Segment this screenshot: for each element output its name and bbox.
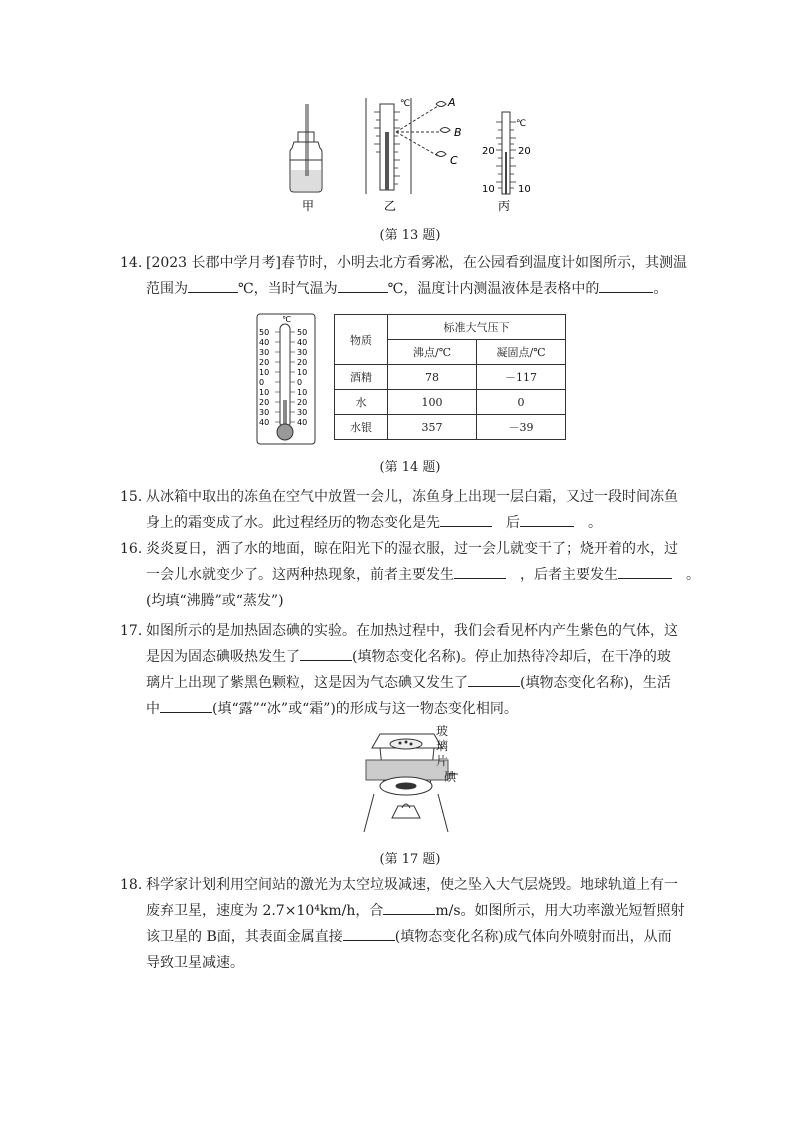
question-17: 17. 如图所示的是加热固态碘的实验。在加热过程中，我们会看见杯内产生紫色的气体，这 是因为固态碘吸热发生了 (填物态变化名称)。停止加热待冷却后，在干净的玻 璃片上出现了紫黑色颗粒，这是因为气态碘又发生了 (填物态变化名称)，生活 中 (填“露”“冰”或“霜”)的形成与这一物态变化相同。 — [120, 623, 678, 717]
thermo-tick-label: 50 — [259, 328, 270, 337]
answer-blank[interactable] — [468, 672, 520, 687]
svg-text:10: 10 — [518, 184, 531, 195]
thermo-tick-label: 40 — [259, 338, 270, 347]
svg-text:℃: ℃ — [400, 99, 411, 109]
thermo-tick-label: 10 — [259, 388, 270, 397]
thermometer-small-figure — [496, 112, 516, 194]
svg-text:20: 20 — [482, 146, 495, 157]
label-a: A — [448, 96, 456, 109]
thermo-tick-label: 50 — [297, 328, 308, 337]
thermo-tick-label: 30 — [297, 348, 308, 357]
answer-blank[interactable] — [454, 564, 506, 579]
thermo-tick-label: 0 — [297, 378, 303, 387]
label-bing: 丙 — [498, 199, 511, 213]
label-b: B — [454, 126, 462, 139]
thermo-tick-label: 10 — [297, 368, 308, 377]
label-yi: 乙 — [384, 199, 397, 213]
answer-blank[interactable] — [383, 900, 435, 915]
thermo-tick-label: 40 — [297, 338, 308, 347]
thermometer-reading-figure — [366, 98, 450, 194]
svg-text:10: 10 — [482, 184, 495, 195]
answer-blank[interactable] — [338, 278, 388, 293]
label-jia: 甲 — [302, 199, 315, 213]
answer-blank[interactable] — [343, 926, 395, 941]
figure-13-caption: (第 13 题) — [379, 228, 441, 243]
thermo-tick-label: 30 — [297, 408, 308, 417]
answer-blank[interactable] — [188, 278, 238, 293]
thermometer-figure — [256, 308, 318, 448]
question-16: 16. 炎炎夏日，洒了水的地面，晾在阳光下的湿衣服，过一会儿就变干了；烧开着的水，过 一会儿水就变少了。这两种热现象，前者主要发生 ，后者主要发生 。 (均填“沸腾”或“蒸发”) — [120, 541, 700, 609]
thermo-tick-label: 20 — [259, 358, 270, 367]
answer-blank[interactable] — [160, 698, 212, 713]
thermo-unit: ℃ — [282, 315, 291, 324]
thermo-tick-label: 40 — [297, 418, 308, 427]
thermo-tick-label: 20 — [297, 398, 308, 407]
answer-blank[interactable] — [520, 512, 574, 527]
answer-blank[interactable] — [300, 646, 352, 661]
answer-blank[interactable] — [440, 512, 492, 527]
thermo-tick-label: 20 — [297, 358, 308, 367]
thermo-tick-label: 30 — [259, 348, 270, 357]
figure-13 — [280, 92, 540, 216]
properties-table: 物质 标准大气压下 沸点/℃ 凝固点/℃ 酒精 78 －117 水 100 0 水银 357 －39 — [334, 314, 566, 440]
table-row: 水 100 0 — [335, 390, 566, 415]
figure-14-caption: (第 14 题) — [379, 460, 441, 475]
thermo-tick-label: 20 — [259, 398, 270, 407]
thermo-tick-label: 0 — [259, 378, 265, 387]
table-row: 水银 357 －39 — [335, 415, 566, 440]
thermo-tick-label: 10 — [297, 388, 308, 397]
thermo-tick-label: 30 — [259, 408, 270, 417]
bottle-figure — [290, 104, 322, 192]
thermo-tick-label: 40 — [259, 418, 270, 427]
svg-text:℃: ℃ — [516, 119, 527, 129]
svg-text:20: 20 — [518, 146, 531, 157]
label-glass: 玻 — [436, 724, 449, 738]
question-18: 18. 科学家计划利用空间站的激光为太空垃圾减速，使之坠入大气层烧毁。地球轨道上有一 废弃卫星，速度为 2.7×10⁴km/h，合 m/s。如图所示，用大功率激光短暂照射 该卫星的 B面，其表面金属直接 (填物态变化名称)成气体向外喷射而出，从而 导致卫星减速。 — [120, 877, 685, 971]
table-row: 酒精 78 －117 — [335, 365, 566, 390]
label-c: C — [450, 154, 458, 167]
answer-blank[interactable] — [618, 564, 672, 579]
question-14: 14. [2023 长郡中学月考]春节时，小明去北方看雾凇，在公园看到温度计如图所示，其测温 范围为 ℃，当时气温为 ℃，温度计内测温液体是表格中的 。 — [120, 255, 688, 297]
figure-17-caption: (第 17 题) — [379, 852, 441, 867]
answer-blank[interactable] — [599, 278, 653, 293]
label-iodine: 碘 — [444, 770, 457, 784]
question-15: 15. 从冰箱中取出的冻鱼在空气中放置一会儿，冻鱼身上出现一层白霜，又过一段时间冻鱼 身上的霜变成了水。此过程经历的物态变化是先 后 。 — [120, 489, 678, 531]
thermo-tick-label: 10 — [259, 368, 270, 377]
